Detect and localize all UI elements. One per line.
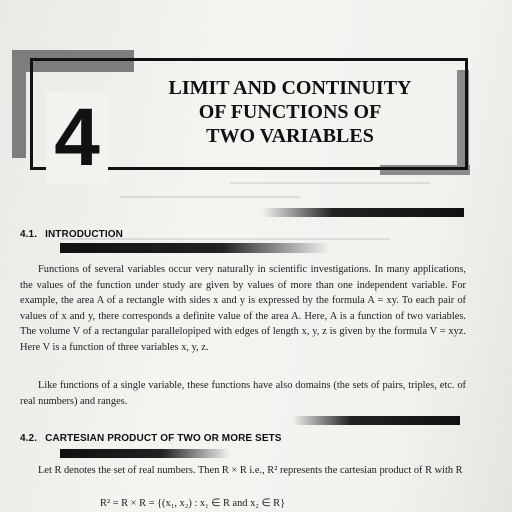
chapter-number: 4 xyxy=(46,92,108,184)
section-rule xyxy=(292,416,460,425)
section-number: 4.2. xyxy=(20,433,38,444)
chapter-title-line: LIMIT AND CONTINUITY xyxy=(168,77,412,99)
paragraph: Like functions of a single variable, these functions have also domains (the sets of pairs, triples, etc. of real numbers) and ranges. xyxy=(20,380,466,407)
section-heading xyxy=(20,229,123,240)
decorative-bar xyxy=(12,50,26,158)
bleed-through-line xyxy=(230,182,430,184)
section-heading xyxy=(20,433,282,444)
paragraph: Functions of several variables occur very naturally in scientific investigations. In many applications, the values of the function under study are given by values of more than one independent variable. For example, the area A of a rectangle with sides x and y is expressed by the formula A = xy. To each pair of values of x and y, there corresponds a definite value of the area A. Here, A is a function of two variables. The volume V of a rectangular parallelopiped with edges of length x, y, z is given by the formula V = xyz. Here V is a function of three variables x, y, z. xyxy=(20,264,466,353)
section-rule xyxy=(262,208,464,217)
bleed-through-line xyxy=(120,196,300,198)
paragraph: Let R denotes the set of real numbers. Then R × R i.e., R² represents the cartesian product of R with R xyxy=(38,465,463,476)
chapter-title xyxy=(130,76,450,148)
chapter-title-line: OF FUNCTIONS OF xyxy=(198,101,382,123)
section-rule xyxy=(60,243,330,253)
section-title: CARTESIAN PRODUCT OF TWO OR MORE SETS xyxy=(45,433,282,444)
section-title: INTRODUCTION xyxy=(45,229,123,240)
section-rule xyxy=(60,449,230,458)
chapter-title-line: TWO VARIABLES xyxy=(206,125,374,147)
equation: R² = R × R = {(x₁, x₂) : x₁ ∈ R and x₂ ∈ R} xyxy=(100,498,286,509)
section-number: 4.1. xyxy=(20,229,38,240)
